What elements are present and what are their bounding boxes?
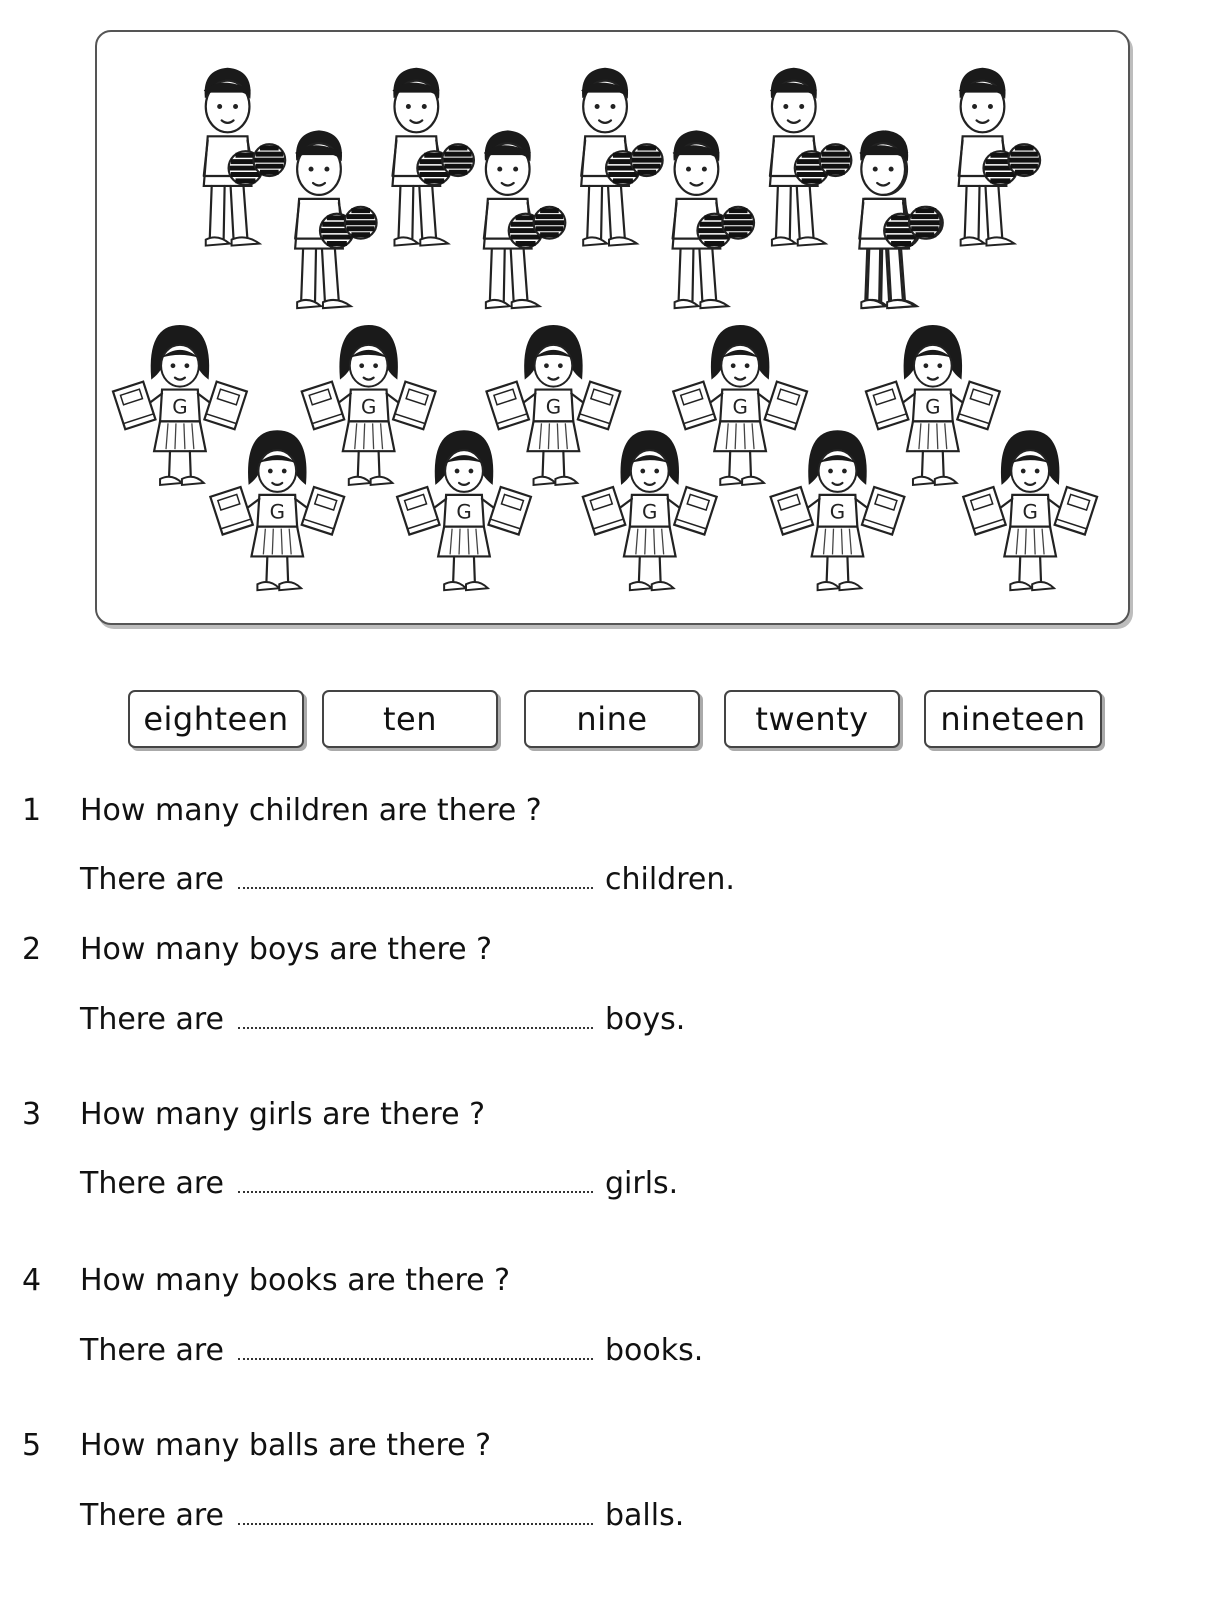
boy-figure — [859, 131, 940, 308]
answer-suffix: children. — [604, 862, 735, 897]
boy-figure — [295, 131, 376, 308]
answer-blank[interactable] — [238, 1189, 593, 1193]
girl-figure — [302, 326, 436, 485]
boy-figure — [581, 69, 662, 246]
girl-figure — [673, 326, 807, 485]
boy-figure — [673, 131, 754, 308]
svg-text:G: G — [545, 395, 562, 419]
girl-figure — [583, 431, 717, 590]
svg-text:G: G — [732, 395, 748, 419]
svg-text:G: G — [269, 500, 285, 524]
answer-blank[interactable] — [238, 885, 593, 889]
answer-line — [80, 1333, 703, 1368]
answer-line — [80, 1002, 685, 1037]
boy-figure — [770, 69, 851, 246]
question-text: How many boys are there ? — [80, 932, 493, 967]
answer-prefix: There are — [80, 1002, 224, 1037]
svg-text:G: G — [829, 500, 846, 524]
answer-suffix: books. — [604, 1333, 704, 1368]
boy-figure — [392, 69, 473, 246]
answer-line — [80, 1166, 678, 1201]
word-bank-nineteen: nineteen — [924, 690, 1102, 748]
svg-text:G: G — [172, 395, 188, 419]
boy-figure — [204, 69, 285, 246]
word-bank-ten: ten — [322, 690, 498, 748]
answer-blank[interactable] — [238, 1356, 593, 1360]
answer-line — [80, 862, 735, 897]
answer-line — [80, 1498, 684, 1533]
question-number: 5 — [22, 1428, 42, 1463]
question-text: How many balls are there ? — [80, 1428, 492, 1463]
word-bank-nine: nine — [524, 690, 700, 748]
answer-suffix: balls. — [604, 1498, 685, 1533]
answer-prefix: There are — [80, 1498, 224, 1533]
answer-suffix: girls. — [604, 1166, 679, 1201]
girl-figure — [397, 431, 531, 590]
boy-figure — [959, 69, 1040, 246]
girl-figure — [866, 326, 1000, 485]
svg-text:G: G — [360, 395, 377, 419]
word-bank-twenty: twenty — [724, 690, 900, 748]
answer-blank[interactable] — [238, 1025, 593, 1029]
girl-figure — [963, 431, 1097, 590]
question-text: How many children are there ? — [80, 793, 542, 828]
question-text: How many books are there ? — [80, 1263, 511, 1298]
children-illustration — [97, 32, 1128, 623]
word-bank-eighteen: eighteen — [128, 690, 304, 748]
question-number: 2 — [22, 932, 42, 967]
girl-figure — [486, 326, 620, 485]
svg-text:G: G — [925, 395, 941, 419]
answer-prefix: There are — [80, 862, 224, 897]
question-text: How many girls are there ? — [80, 1097, 485, 1132]
picture-frame — [95, 30, 1130, 625]
answer-prefix: There are — [80, 1333, 224, 1368]
answer-prefix: There are — [80, 1166, 224, 1201]
question-number: 4 — [22, 1263, 42, 1298]
girl-figure — [210, 431, 344, 590]
answer-blank[interactable] — [238, 1521, 593, 1525]
svg-text:G: G — [642, 500, 658, 524]
answer-suffix: boys. — [604, 1002, 686, 1037]
question-number: 1 — [22, 793, 42, 828]
girl-figure — [113, 326, 247, 485]
girl-figure — [771, 431, 905, 590]
question-number: 3 — [22, 1097, 42, 1132]
svg-text:G: G — [456, 500, 472, 524]
svg-text:G: G — [1022, 500, 1038, 524]
boy-figure — [484, 131, 565, 308]
